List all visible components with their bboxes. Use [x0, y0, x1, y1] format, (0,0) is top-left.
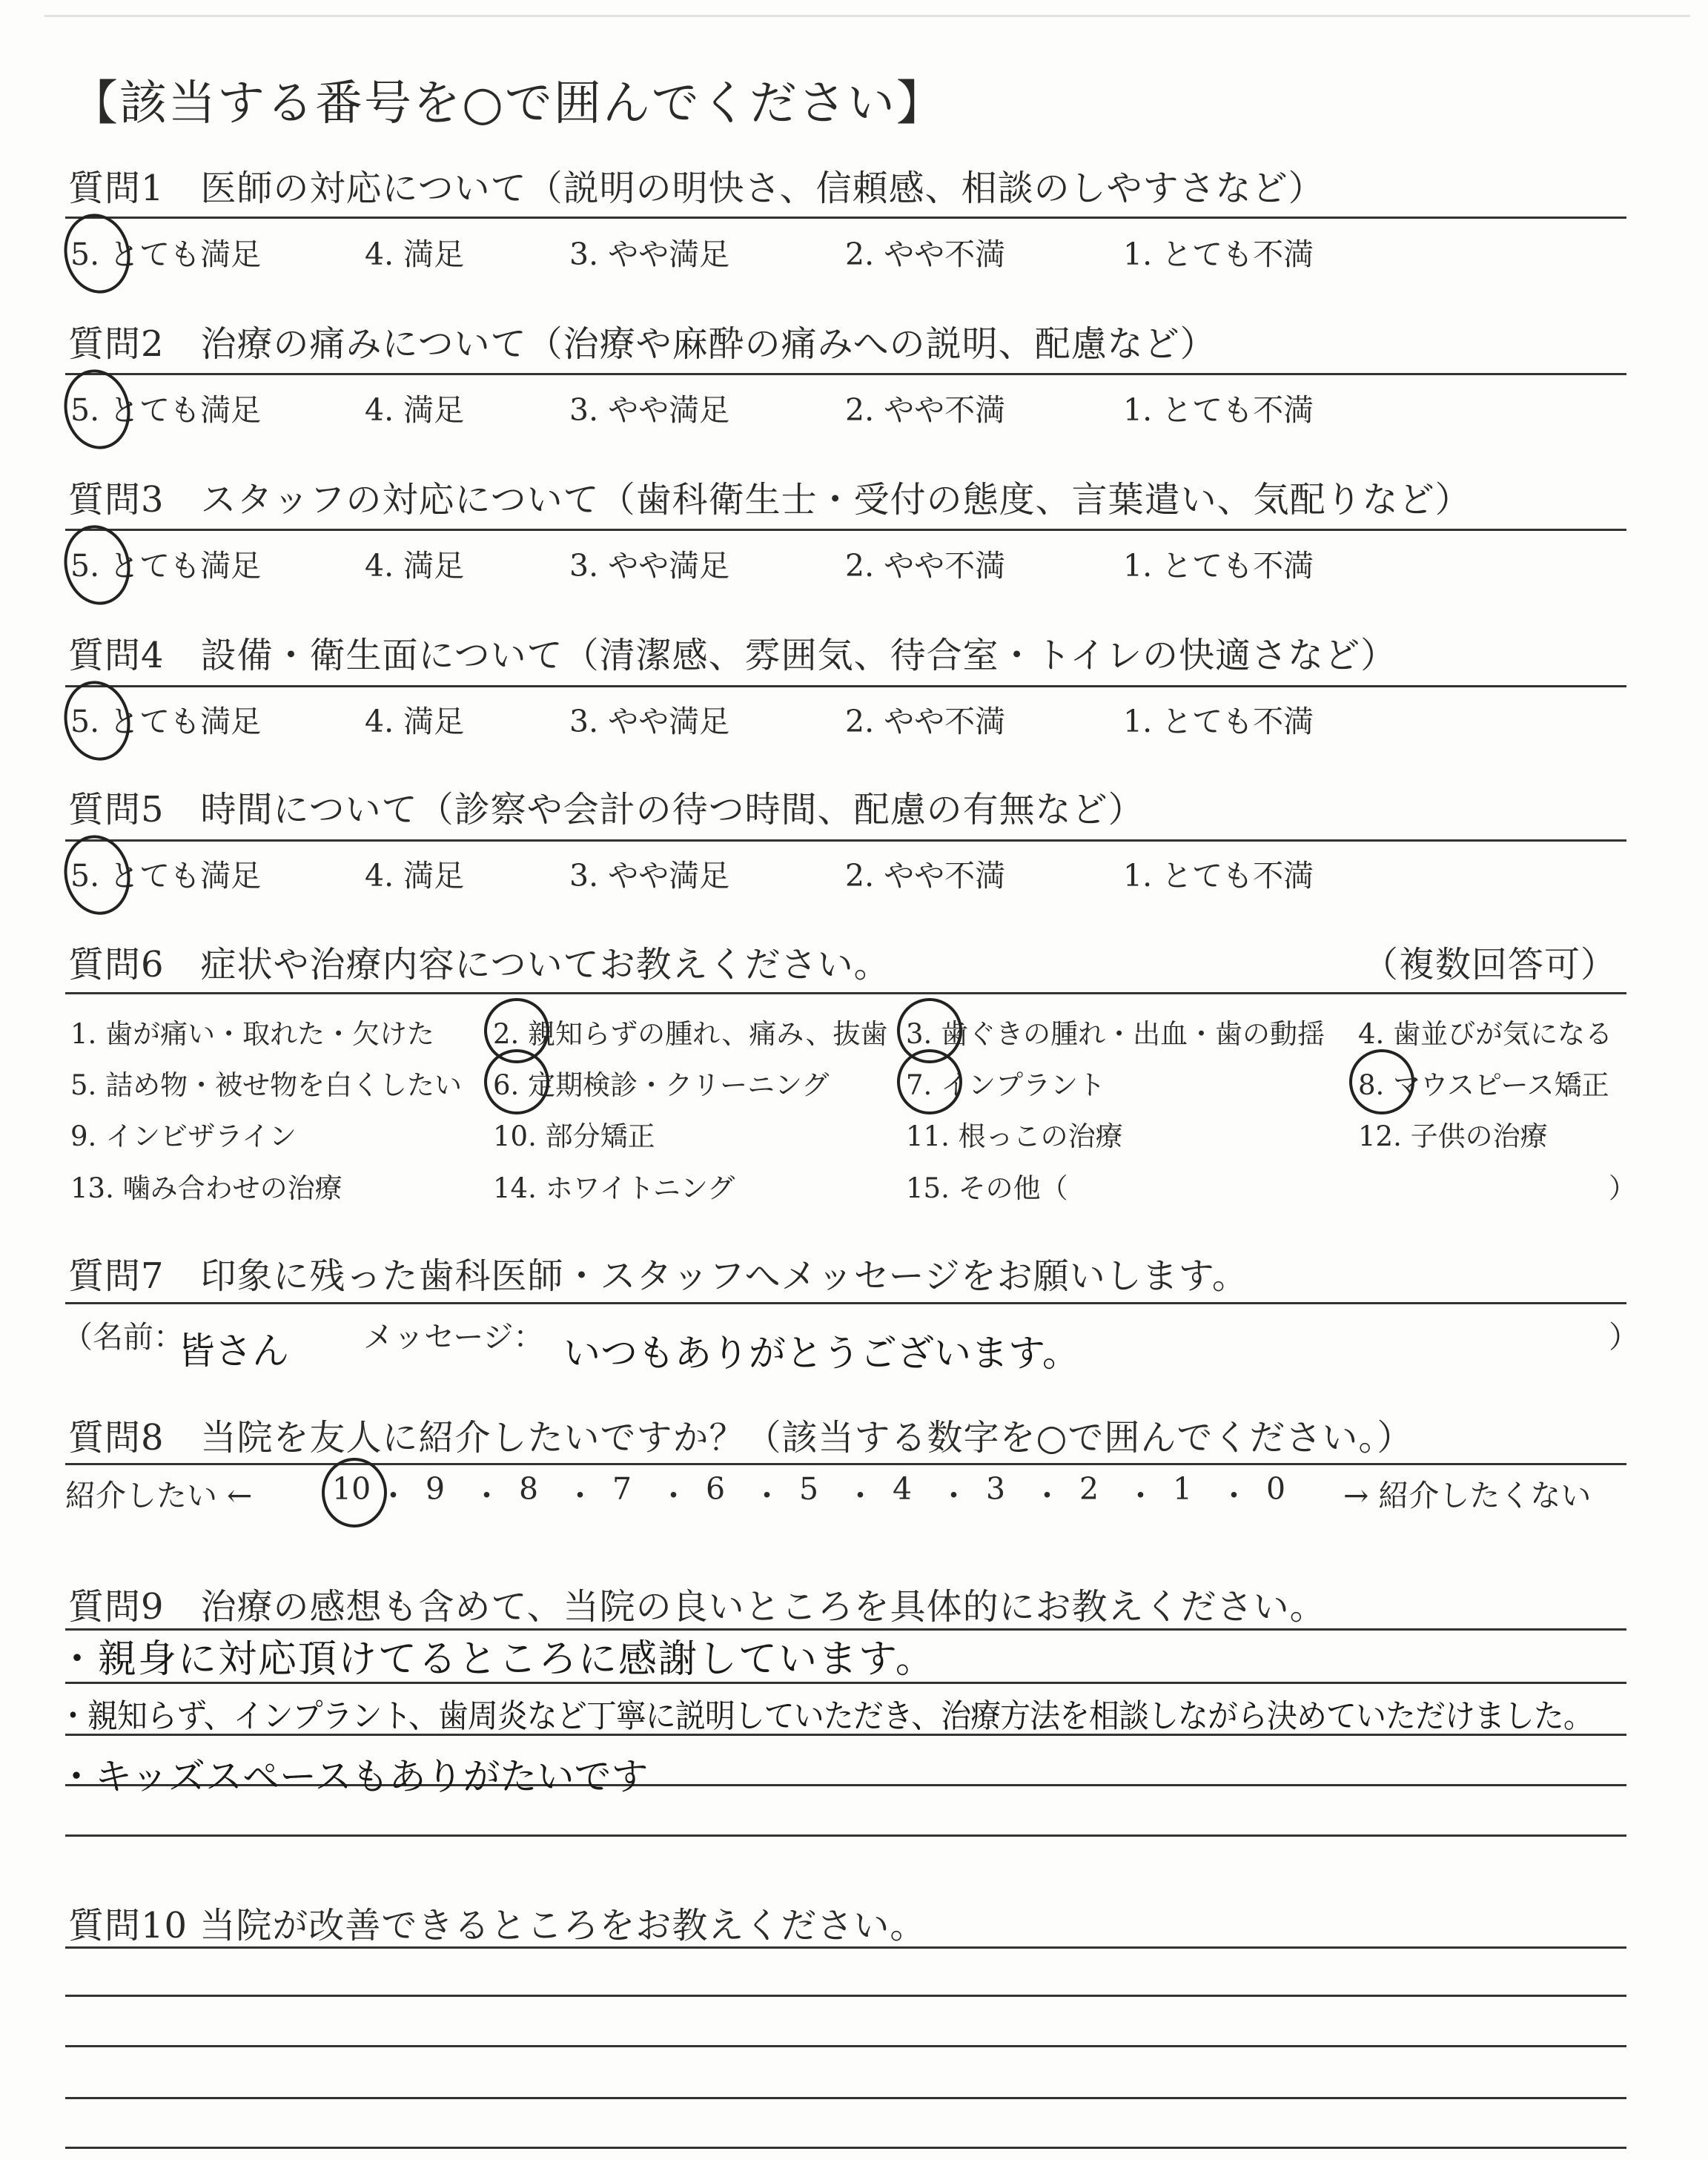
q6-option-9[interactable]: 9. インビザライン [70, 1120, 297, 1152]
q3-option-5[interactable]: 5. とても満足 [70, 548, 262, 584]
q6-selection-circle-6 [484, 1049, 549, 1114]
q8-scale-separator: ・ [1125, 1478, 1156, 1513]
q8-selection-circle [322, 1458, 387, 1527]
q10-rule-1 [65, 1946, 1626, 1949]
q6-option-8[interactable]: 8. マウスピース矯正 [1358, 1069, 1609, 1101]
q3-option-4[interactable]: 4. 満足 [365, 548, 465, 584]
q3-option-3[interactable]: 3. やや満足 [569, 548, 730, 584]
q6-rule [65, 992, 1626, 994]
q5-option-3[interactable]: 3. やや満足 [569, 858, 730, 894]
q8-scale-9[interactable]: 9 [426, 1471, 446, 1507]
q9-title: 質問9 治療の感想も含めて、当院の良いところを具体的にお教えください。 [68, 1586, 1326, 1628]
q10-rule-4 [65, 2097, 1626, 2099]
page-title: 【該当する番号を○で囲んでください】 [70, 76, 945, 131]
q6-option-12[interactable]: 12. 子供の治療 [1358, 1120, 1548, 1152]
q8-left-label: 紹介したい ← [65, 1478, 253, 1513]
q7-name-label: （名前： [62, 1319, 184, 1355]
q7-message-value[interactable]: いつもありがとうございます。 [563, 1332, 1079, 1375]
q6-option-2[interactable]: 2. 親知らずの腫れ、痛み、抜歯 [493, 1018, 888, 1050]
q8-scale-separator: ・ [471, 1478, 502, 1513]
q6-option-1[interactable]: 1. 歯が痛い・取れた・欠けた [70, 1018, 435, 1050]
q8-scale-4[interactable]: 4 [893, 1471, 913, 1507]
q8-scale-1[interactable]: 1 [1173, 1471, 1193, 1507]
q6-option-6[interactable]: 6. 定期検診・クリーニング [493, 1069, 830, 1101]
q8-scale-7[interactable]: 7 [612, 1471, 632, 1507]
q9-answer-2[interactable]: ・親知らず、インプラント、歯周炎など丁寧に説明していただき、治療方法を相談しながら決めていただけました。 [58, 1697, 1593, 1735]
q3-option-1[interactable]: 1. とても不満 [1123, 548, 1314, 584]
q6-option-5[interactable]: 5. 詰め物・被せ物を白くしたい [70, 1069, 463, 1101]
q8-scale-6[interactable]: 6 [706, 1471, 726, 1507]
q3-option-2[interactable]: 2. やや不満 [845, 548, 1006, 584]
q4-rule [65, 685, 1626, 687]
q6-option-13[interactable]: 13. 噛み合わせの治療 [70, 1172, 342, 1204]
q7-title: 質問7 印象に残った歯科医師・スタッフへメッセージをお願いします。 [68, 1255, 1248, 1297]
q1-rule [65, 217, 1626, 219]
q3-selection-circle [57, 519, 138, 611]
q7-message-label: メッセージ： [363, 1319, 544, 1355]
q8-scale-8[interactable]: 8 [519, 1471, 539, 1507]
q2-option-3[interactable]: 3. やや満足 [569, 392, 730, 428]
q6-option-14[interactable]: 14. ホワイトニング [493, 1172, 735, 1204]
q7-rule [65, 1302, 1626, 1304]
q5-rule [65, 839, 1626, 842]
q5-option-1[interactable]: 1. とても不満 [1123, 858, 1314, 894]
q3-title: 質問3 スタッフの対応について（歯科衛生士・受付の態度、言葉遣い、気配りなど） [68, 479, 1472, 521]
q8-rule [65, 1463, 1626, 1465]
q7-close-paren: ） [1609, 1319, 1639, 1355]
q8-scale-separator: ・ [378, 1478, 408, 1513]
q4-selection-circle [57, 675, 138, 767]
q2-option-1[interactable]: 1. とても不満 [1123, 392, 1314, 428]
q8-scale-0[interactable]: 0 [1266, 1471, 1286, 1507]
q8-scale-5[interactable]: 5 [799, 1471, 819, 1507]
q1-option-3[interactable]: 3. やや満足 [569, 237, 730, 272]
q6-title: 質問6 症状や治療内容についてお教えください。 [68, 944, 890, 985]
q9-answer-3[interactable]: ・キッズスペースもありがたいです [58, 1755, 649, 1798]
q10-rule-5 [65, 2147, 1626, 2149]
q5-title: 質問5 時間について（診察や会計の待つ時間、配慮の有無など） [68, 789, 1145, 830]
q1-selection-circle [57, 208, 138, 300]
q5-option-4[interactable]: 4. 満足 [365, 858, 465, 894]
q8-scale-separator: ・ [1219, 1478, 1249, 1513]
q2-option-4[interactable]: 4. 満足 [365, 392, 465, 428]
q4-option-2[interactable]: 2. やや不満 [845, 704, 1006, 739]
q10-rule-3 [65, 2045, 1626, 2047]
q4-option-5[interactable]: 5. とても満足 [70, 704, 262, 739]
q5-option-2[interactable]: 2. やや不満 [845, 858, 1006, 894]
q4-title: 質問4 設備・衛生面について（清潔感、雰囲気、待合室・トイレの快適さなど） [68, 635, 1397, 676]
q1-option-2[interactable]: 2. やや不満 [845, 237, 1006, 272]
q6-option-7[interactable]: 7. インプラント [906, 1069, 1106, 1101]
q6-option-4[interactable]: 4. 歯並びが気になる [1358, 1018, 1613, 1050]
q8-right-label: → 紹介したくない [1343, 1478, 1592, 1513]
q4-option-1[interactable]: 1. とても不満 [1123, 704, 1314, 739]
q2-title: 質問2 治療の痛みについて（治療や麻酔の痛みへの説明、配慮など） [68, 323, 1217, 365]
q8-scale-separator: ・ [752, 1478, 782, 1513]
q6-option-10[interactable]: 10. 部分矯正 [493, 1120, 655, 1152]
q8-scale-separator: ・ [939, 1478, 969, 1513]
q2-selection-circle [57, 363, 138, 455]
q1-title: 質問1 医師の対応について（説明の明快さ、信頼感、相談のしやすさなど） [68, 168, 1325, 209]
q6-option-3[interactable]: 3. 歯ぐきの腫れ・出血・歯の動揺 [906, 1018, 1325, 1050]
q9-rule-5 [65, 1834, 1626, 1837]
q8-scale-3[interactable]: 3 [986, 1471, 1006, 1507]
q1-option-5[interactable]: 5. とても満足 [70, 237, 262, 272]
q4-option-3[interactable]: 3. やや満足 [569, 704, 730, 739]
q4-option-4[interactable]: 4. 満足 [365, 704, 465, 739]
q6-option-11[interactable]: 11. 根っこの治療 [906, 1120, 1123, 1152]
scan-top-edge [44, 15, 1690, 17]
q2-option-5[interactable]: 5. とても満足 [70, 392, 262, 428]
q7-name-value[interactable]: 皆さん [178, 1330, 289, 1373]
q8-scale-separator: ・ [1032, 1478, 1062, 1513]
q8-scale-2[interactable]: 2 [1079, 1471, 1099, 1507]
q5-option-5[interactable]: 5. とても満足 [70, 858, 262, 894]
q6-option-15[interactable]: 15. その他（ [906, 1172, 1068, 1204]
q8-scale-separator: ・ [845, 1478, 875, 1513]
q8-scale-separator: ・ [565, 1478, 595, 1513]
q5-selection-circle [57, 829, 138, 921]
q6-selection-circle-7 [897, 1049, 962, 1114]
q10-rule-2 [65, 1995, 1626, 1997]
q2-option-2[interactable]: 2. やや不満 [845, 392, 1006, 428]
q8-scale-10[interactable]: 10 [332, 1471, 371, 1507]
q2-rule [65, 373, 1626, 375]
q6-note: （複数回答可） [1363, 944, 1618, 985]
q8-title: 質問8 当院を友人に紹介したいですか？（該当する数字を○で囲んでください。） [68, 1417, 1414, 1459]
q1-option-4[interactable]: 4. 満足 [365, 237, 465, 272]
q8-scale-separator: ・ [658, 1478, 689, 1513]
q9-answer-1[interactable]: ・親身に対応頂けてるところに感謝しています。 [58, 1637, 936, 1682]
q1-option-1[interactable]: 1. とても不満 [1123, 237, 1314, 272]
q6-selection-circle-8 [1349, 1049, 1414, 1114]
q6-other-close: ） [1609, 1172, 1636, 1204]
q3-rule [65, 529, 1626, 531]
q10-title: 質問10 当院が改善できるところをお教えください。 [68, 1905, 927, 1946]
